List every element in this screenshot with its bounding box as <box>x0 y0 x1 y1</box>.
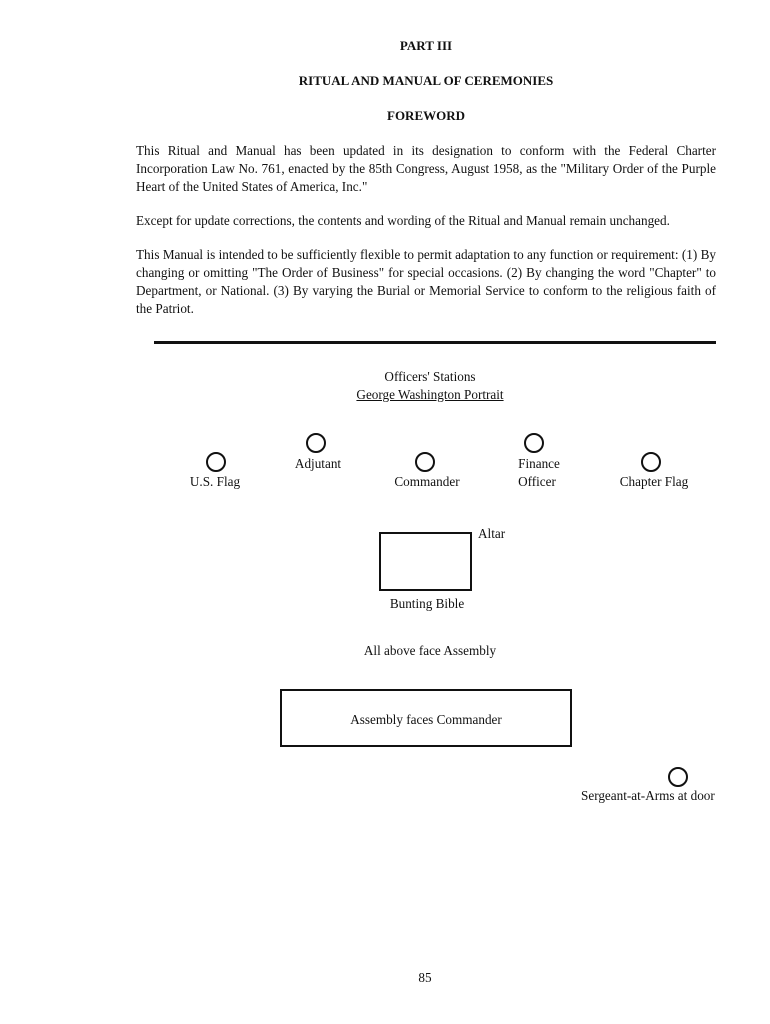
altar-label: Altar <box>478 526 506 541</box>
diagram-title: Officers' Stations <box>384 369 476 384</box>
chapter-flag-label: Chapter Flag <box>619 474 689 489</box>
part-heading: PART III <box>399 38 453 53</box>
finance-officer-station-marker <box>524 433 544 453</box>
paragraph-1: This Ritual and Manual has been updated in its designation to conform with the Federal Charter Incorporation Law No. 761, enacted by the 85th Congress, August 1958, as the "Military Order of the Purple Heart of the United States of America, Inc." <box>136 143 716 194</box>
paragraph-2: Except for update corrections, the contents and wording of the Ritual and Manual remain unchanged. <box>136 213 670 228</box>
document-title: RITUAL AND MANUAL OF CEREMONIES <box>298 73 554 88</box>
foreword-heading: FOREWORD <box>387 108 465 123</box>
adjutant-station-marker <box>306 433 326 453</box>
bunting-bible-label: Bunting Bible <box>389 596 465 611</box>
section-divider <box>154 341 716 344</box>
commander-station-marker <box>415 452 435 472</box>
finance-label: Finance <box>518 456 560 471</box>
paragraph-3: This Manual is intended to be sufficiently flexible to permit adaptation to any function or requirement: (1) By changing or omitting "The Order of Business" for special occasions. (2) By changing the word "Chapter" to Department, or National. (3) By varying the Burial or Memorial Service to conform to the religious faith of the Patriot. <box>136 247 716 316</box>
diagram-subtitle: George Washington Portrait <box>356 387 504 402</box>
sergeant-label: Sergeant-at-Arms at door <box>581 788 715 803</box>
officer-label: Officer <box>518 474 556 489</box>
commander-label: Commander <box>394 474 460 489</box>
sergeant-at-arms-station-marker <box>668 767 688 787</box>
page-number: 85 <box>418 970 432 985</box>
us-flag-label: U.S. Flag <box>189 474 241 489</box>
adjutant-label: Adjutant <box>294 456 342 471</box>
chapter-flag-station-marker <box>641 452 661 472</box>
us-flag-station-marker <box>206 452 226 472</box>
all-above-label: All above face Assembly <box>363 643 497 658</box>
assembly-label: Assembly faces Commander <box>350 712 502 727</box>
altar-box <box>379 532 472 591</box>
